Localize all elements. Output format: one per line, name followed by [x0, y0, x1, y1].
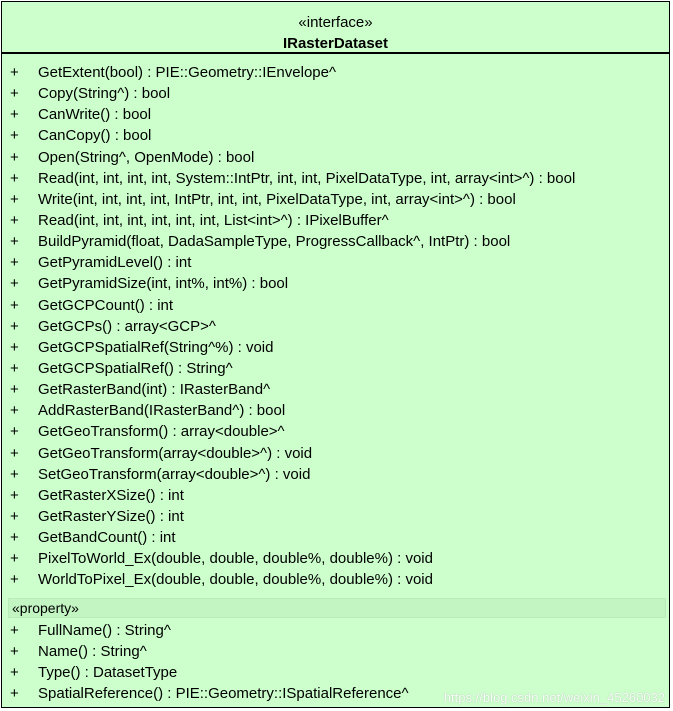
- method-row[interactable]: [2, 104, 669, 125]
- method-row[interactable]: [2, 83, 669, 104]
- member-signature: GetRasterYSize() : int: [38, 507, 184, 525]
- member-signature: GetGCPCount() : int: [38, 296, 174, 314]
- property-row[interactable]: [2, 620, 669, 641]
- method-row[interactable]: [2, 210, 669, 231]
- visibility-marker: +: [10, 550, 19, 568]
- property-stereotype-label: «property»: [12, 600, 79, 616]
- method-row[interactable]: [2, 527, 669, 548]
- method-row[interactable]: [2, 273, 669, 294]
- member-signature: SetGeoTransform(array<double>^) : void: [38, 465, 311, 483]
- class-header: [2, 2, 669, 54]
- visibility-marker: +: [10, 486, 19, 504]
- method-row[interactable]: [2, 147, 669, 168]
- visibility-marker: +: [10, 127, 19, 145]
- visibility-marker: +: [10, 359, 19, 377]
- property-row[interactable]: [2, 641, 669, 662]
- member-signature: BuildPyramid(float, DadaSampleType, ProgressCallback^, IntPtr) : bool: [38, 233, 511, 251]
- method-row[interactable]: [2, 443, 669, 464]
- method-row[interactable]: [2, 421, 669, 442]
- visibility-marker: +: [10, 643, 19, 661]
- method-row[interactable]: [2, 168, 669, 189]
- visibility-marker: +: [10, 402, 19, 420]
- visibility-marker: +: [10, 529, 19, 547]
- member-signature: Read(int, int, int, int, System::IntPtr, int, int, PixelDataType, int, array<int>^) : bool: [38, 169, 576, 187]
- visibility-marker: +: [10, 211, 19, 229]
- visibility-marker: +: [10, 444, 19, 462]
- member-signature: PixelToWorld_Ex(double, double, double%, double%) : void: [38, 550, 433, 568]
- member-signature: GetGCPSpatialRef() : String^: [38, 359, 233, 377]
- methods-compartment: [2, 62, 669, 591]
- method-row[interactable]: [2, 400, 669, 421]
- member-signature: Read(int, int, int, int, int, int, List<int>^) : IPixelBuffer^: [38, 211, 389, 229]
- member-signature: GetRasterBand(int) : IRasterBand^: [38, 381, 271, 399]
- method-row[interactable]: [2, 548, 669, 569]
- visibility-marker: +: [10, 233, 19, 251]
- visibility-marker: +: [10, 664, 19, 682]
- method-row[interactable]: [2, 316, 669, 337]
- member-signature: Open(String^, OpenMode) : bool: [38, 148, 255, 166]
- visibility-marker: +: [10, 571, 19, 589]
- member-signature: FullName() : String^: [38, 622, 171, 639]
- visibility-marker: +: [10, 169, 19, 187]
- method-row[interactable]: [2, 485, 669, 506]
- member-signature: CanWrite() : bool: [38, 106, 152, 124]
- visibility-marker: +: [10, 85, 19, 103]
- property-row[interactable]: [2, 662, 669, 683]
- member-signature: GetGeoTransform() : array<double>^: [38, 423, 285, 441]
- member-signature: WorldToPixel_Ex(double, double, double%, double%) : void: [38, 571, 433, 589]
- property-stereotype-bar[interactable]: [8, 598, 666, 618]
- class-name[interactable]: IRasterDataset: [282, 35, 389, 52]
- method-row[interactable]: [2, 125, 669, 146]
- visibility-marker: +: [10, 685, 19, 703]
- member-signature: GetExtent(bool) : PIE::Geometry::IEnvelope^: [38, 64, 337, 81]
- member-signature: GetRasterXSize() : int: [38, 486, 184, 504]
- visibility-marker: +: [10, 275, 19, 293]
- visibility-marker: +: [10, 317, 19, 335]
- visibility-marker: +: [10, 465, 19, 483]
- method-row[interactable]: [2, 337, 669, 358]
- visibility-marker: +: [10, 106, 19, 124]
- visibility-marker: +: [10, 381, 19, 399]
- visibility-marker: +: [10, 622, 19, 639]
- method-row[interactable]: [2, 295, 669, 316]
- member-signature: GetGCPs() : array<GCP>^: [38, 317, 216, 335]
- member-signature: AddRasterBand(IRasterBand^) : bool: [38, 402, 286, 420]
- visibility-marker: +: [10, 423, 19, 441]
- visibility-marker: +: [10, 64, 19, 81]
- member-signature: GetBandCount() : int: [38, 529, 176, 547]
- member-signature: Type() : DatasetType: [38, 664, 178, 682]
- method-row[interactable]: [2, 62, 669, 83]
- member-signature: CanCopy() : bool: [38, 127, 152, 145]
- visibility-marker: +: [10, 190, 19, 208]
- visibility-marker: +: [10, 507, 19, 525]
- member-signature: Copy(String^) : bool: [38, 85, 171, 103]
- member-signature: GetGeoTransform(array<double>^) : void: [38, 444, 313, 462]
- method-row[interactable]: [2, 569, 669, 590]
- member-signature: GetGCPSpatialRef(String^%) : void: [38, 338, 274, 356]
- method-row[interactable]: [2, 379, 669, 400]
- uml-interface-box[interactable]: [1, 1, 670, 708]
- member-signature: Write(int, int, int, int, IntPtr, int, int, PixelDataType, int, array<int>^) : bool: [38, 190, 516, 208]
- member-signature: GetPyramidSize(int, int%, int%) : bool: [38, 275, 289, 293]
- method-row[interactable]: [2, 189, 669, 210]
- visibility-marker: +: [10, 254, 19, 272]
- watermark-text: https://blog.csdn.net/weixin_45260032: [443, 690, 665, 705]
- member-signature: Name() : String^: [38, 643, 147, 661]
- member-signature: SpatialReference() : PIE::Geometry::ISpatialReference^: [38, 685, 409, 703]
- visibility-marker: +: [10, 338, 19, 356]
- method-row[interactable]: [2, 358, 669, 379]
- method-row[interactable]: [2, 506, 669, 527]
- stereotype-label: «interface»: [298, 14, 373, 31]
- method-row[interactable]: [2, 464, 669, 485]
- visibility-marker: +: [10, 148, 19, 166]
- member-signature: GetPyramidLevel() : int: [38, 254, 192, 272]
- visibility-marker: +: [10, 296, 19, 314]
- method-row[interactable]: [2, 252, 669, 273]
- method-row[interactable]: [2, 231, 669, 252]
